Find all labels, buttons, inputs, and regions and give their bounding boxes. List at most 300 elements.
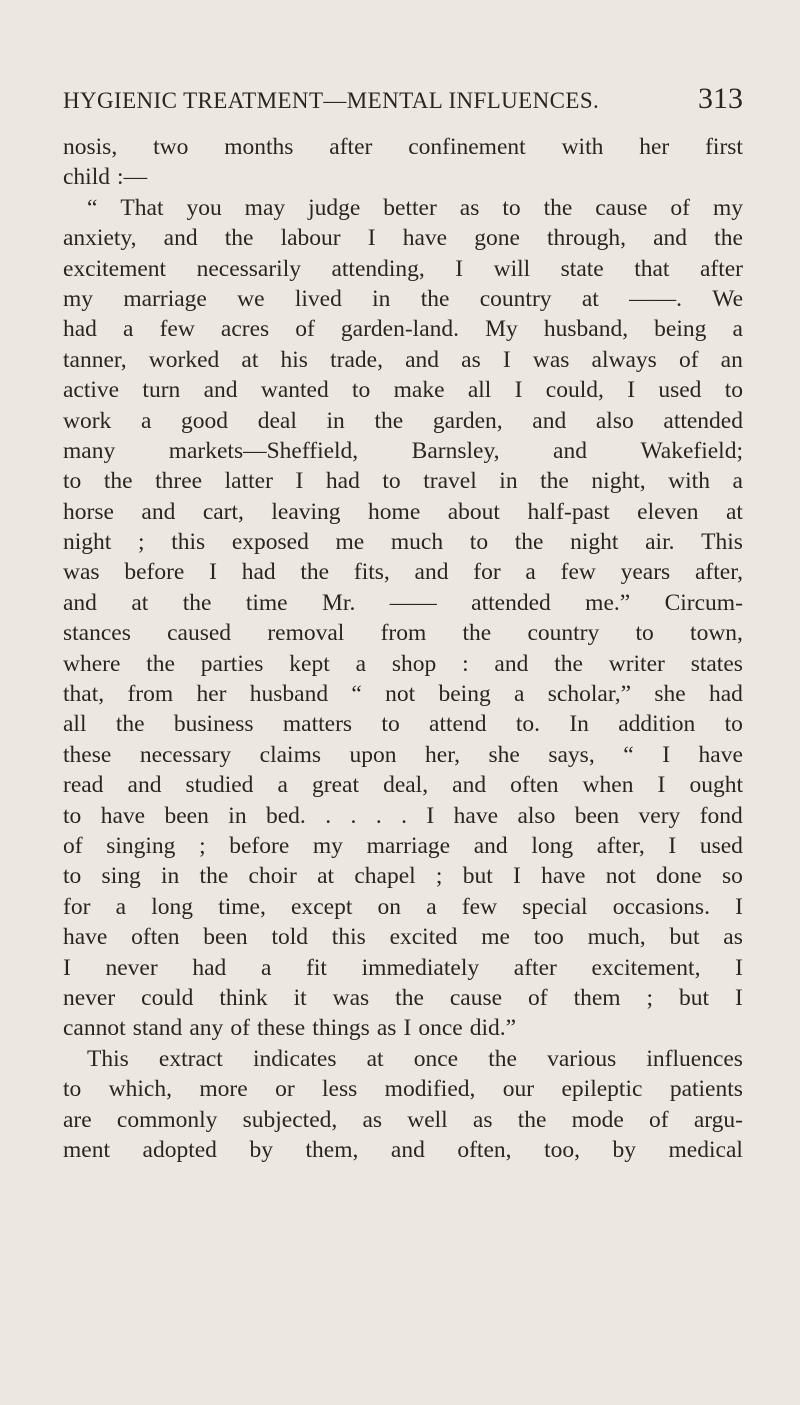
text-word: first	[705, 134, 743, 160]
text-word: few	[560, 559, 596, 586]
text-word: says,	[548, 741, 595, 768]
text-word: half-past	[527, 498, 610, 525]
text-word: have	[698, 741, 743, 768]
text-word: through,	[547, 225, 626, 252]
text-word: me	[335, 529, 365, 556]
text-word: Wakefield;	[640, 437, 743, 464]
text-word: my	[63, 285, 94, 312]
text-line	[63, 345, 743, 375]
text-word: and	[163, 225, 198, 252]
text-word: used	[699, 832, 743, 859]
text-word: often	[131, 924, 180, 951]
text-line	[63, 223, 743, 253]
text-word: being	[438, 681, 491, 708]
text-line	[63, 1013, 743, 1043]
text-word: but	[669, 924, 700, 951]
text-word: and	[473, 832, 508, 859]
text-word: the	[517, 1106, 547, 1133]
text-word: very	[638, 802, 681, 829]
text-word: I	[662, 741, 671, 768]
text-word: country	[479, 285, 552, 312]
text-word: great	[312, 772, 359, 799]
text-word: the	[488, 1045, 517, 1072]
text-word: a	[514, 681, 525, 708]
text-word: cause	[449, 984, 503, 1011]
text-word: had	[192, 954, 227, 981]
text-line	[63, 588, 743, 618]
text-word: have	[541, 863, 586, 890]
text-word: .	[325, 802, 332, 829]
text-word: we	[237, 285, 265, 312]
text-word: which,	[108, 1076, 172, 1103]
text-word: Circum-	[664, 589, 743, 616]
text-word: removal	[267, 620, 345, 647]
text-word: the	[420, 285, 450, 312]
text-word: as	[376, 1015, 397, 1042]
text-word: me.”	[585, 589, 631, 616]
text-word: read	[63, 772, 104, 799]
text-word: many	[63, 437, 116, 464]
text-word: modified,	[384, 1076, 476, 1103]
text-word: attend	[429, 711, 487, 738]
text-word: also	[595, 407, 634, 434]
text-word: once	[418, 1015, 463, 1042]
text-word: wanted	[260, 377, 329, 404]
text-word: to	[382, 468, 401, 495]
text-word: My	[485, 316, 518, 343]
text-word: had	[325, 468, 360, 495]
text-word: being	[654, 316, 707, 343]
text-word: ;	[646, 984, 654, 1011]
text-word: ——	[389, 589, 437, 616]
text-word: I	[426, 802, 435, 829]
text-word: that	[634, 255, 670, 282]
text-word: these	[256, 1015, 306, 1042]
text-word: extract	[158, 1045, 223, 1072]
text-word: few	[461, 893, 498, 920]
text-line	[63, 466, 743, 496]
text-word: of	[63, 832, 83, 859]
text-word: bed.	[266, 802, 306, 829]
text-word: states	[690, 650, 743, 677]
text-word: too,	[544, 1136, 580, 1163]
text-word: various	[547, 1045, 617, 1072]
text-word: indicates	[252, 1045, 337, 1072]
text-word: have	[100, 802, 146, 829]
text-word: had	[241, 559, 276, 586]
text-word: immediately	[361, 954, 480, 981]
text-word: her	[639, 134, 670, 160]
text-word: We	[712, 285, 743, 312]
text-line	[63, 254, 743, 284]
text-word: a	[426, 893, 437, 920]
text-line	[63, 436, 743, 466]
text-word: at	[725, 498, 743, 525]
text-word: matters	[282, 711, 353, 738]
text-word: well	[407, 1106, 448, 1133]
text-word: did.”	[469, 1015, 517, 1042]
text-line	[63, 527, 743, 557]
text-line	[63, 1074, 743, 1104]
text-word: patients	[669, 1076, 743, 1103]
text-word: of	[678, 346, 699, 373]
text-word: often	[510, 772, 559, 799]
text-line	[63, 1105, 743, 1135]
text-word: better	[383, 194, 437, 221]
text-word: shop	[391, 650, 437, 677]
text-word: adopted	[142, 1136, 217, 1163]
running-head	[63, 82, 743, 124]
text-word: a	[140, 407, 152, 434]
text-word: choir	[248, 863, 297, 890]
text-word: caused	[167, 620, 232, 647]
text-word: I	[367, 225, 376, 252]
text-word: not	[385, 681, 416, 708]
text-word: stances	[63, 620, 131, 647]
text-word: worked	[148, 346, 220, 373]
text-word: night	[570, 529, 619, 556]
text-word: stand	[132, 1015, 183, 1042]
text-word: of	[649, 1106, 669, 1133]
text-word: and	[532, 407, 567, 434]
text-word: writer	[608, 650, 665, 677]
text-word: ment	[63, 1136, 110, 1163]
text-word: any	[189, 1015, 224, 1042]
text-word: to	[724, 711, 743, 738]
text-word: her,	[425, 741, 460, 768]
text-word: from	[127, 681, 174, 708]
text-word: from	[380, 620, 427, 647]
text-word: I	[502, 346, 511, 373]
text-word: her	[196, 681, 227, 708]
text-word: exposed	[231, 529, 309, 556]
text-word: a	[123, 316, 134, 343]
text-word: addition	[618, 711, 696, 738]
text-word: a	[260, 954, 272, 981]
text-word: judge	[308, 194, 361, 221]
text-word: of	[230, 1015, 250, 1042]
text-line	[63, 375, 743, 405]
text-word: all	[467, 377, 492, 404]
text-word: tanner,	[63, 346, 127, 373]
text-word: a	[732, 468, 743, 495]
text-word: I	[735, 893, 743, 920]
text-word: subjected,	[242, 1106, 338, 1133]
text-word: and	[653, 225, 688, 252]
text-word: them	[573, 984, 621, 1011]
text-word: at	[317, 863, 335, 890]
text-word: by	[249, 1136, 273, 1163]
text-word: have	[453, 802, 499, 829]
text-word: to	[381, 711, 400, 738]
text-word: I	[627, 377, 636, 404]
text-word: ——.	[629, 285, 682, 312]
text-word: “	[87, 194, 98, 221]
text-word: commonly	[116, 1106, 218, 1133]
text-line	[63, 892, 743, 922]
text-word: that,	[63, 681, 105, 708]
text-word: the	[395, 984, 424, 1011]
text-word: and	[203, 377, 238, 404]
text-word: Barnsley,	[411, 437, 500, 464]
text-word: where	[63, 650, 121, 677]
text-word: :—	[117, 164, 148, 191]
text-word: these	[63, 741, 112, 768]
text-word: a	[525, 559, 536, 586]
text-word: epileptic	[561, 1076, 643, 1103]
text-word: the	[146, 650, 175, 677]
text-word: work	[63, 407, 112, 434]
text-word: attending,	[331, 255, 425, 282]
text-word: after	[513, 954, 557, 981]
text-word: after	[699, 255, 743, 282]
text-word: as	[472, 1106, 493, 1133]
text-word: at	[581, 285, 599, 312]
text-word: sing	[101, 863, 141, 890]
text-word: confinement	[408, 134, 526, 160]
text-word: my	[712, 194, 743, 221]
text-word: after,	[694, 559, 743, 586]
text-word: husband	[249, 681, 329, 708]
text-word: much	[390, 529, 444, 556]
text-word: to	[635, 620, 654, 647]
text-word: and	[63, 589, 97, 616]
text-word: town,	[690, 620, 743, 647]
text-word: done	[656, 863, 702, 890]
text-word: attended	[471, 589, 551, 616]
text-word: things	[312, 1015, 370, 1042]
text-word: to	[63, 802, 82, 829]
text-word: had	[708, 681, 743, 708]
text-word: the	[182, 589, 212, 616]
text-word: and	[494, 650, 529, 677]
text-word: and	[553, 437, 587, 464]
text-word: my	[312, 832, 343, 859]
text-word: his	[280, 346, 308, 373]
text-word: medical	[668, 1136, 743, 1163]
text-word: but	[462, 863, 493, 890]
text-word: of	[295, 316, 315, 343]
text-word: business	[173, 711, 254, 738]
text-word: country	[527, 620, 600, 647]
text-word: labour	[280, 225, 341, 252]
text-word: few	[159, 316, 195, 343]
text-word: are	[63, 1106, 92, 1133]
text-word: as	[362, 1106, 383, 1133]
text-word: all	[63, 711, 87, 738]
text-word: I	[513, 863, 521, 890]
text-word: often,	[457, 1136, 512, 1163]
text-word: chapel	[354, 863, 416, 890]
text-word: at	[241, 346, 259, 373]
text-word: after,	[596, 832, 645, 859]
text-word: the	[103, 468, 133, 495]
text-word: the	[714, 225, 743, 252]
text-word: fits,	[353, 559, 390, 586]
text-word: “	[351, 681, 362, 708]
page-number: 313	[698, 82, 743, 115]
text-word: excitement	[63, 255, 167, 282]
text-word: I	[209, 559, 217, 586]
text-line	[63, 740, 743, 770]
text-word: to	[352, 377, 371, 404]
text-word: a	[355, 650, 366, 677]
text-word: cart,	[202, 498, 244, 525]
text-word: night,	[591, 468, 646, 495]
text-word: so	[722, 863, 743, 890]
text-word: think	[219, 984, 268, 1011]
text-word: been	[203, 924, 248, 951]
text-word: a	[277, 772, 288, 799]
text-word: That	[120, 194, 164, 221]
text-word: the	[115, 711, 145, 738]
text-word: an	[720, 346, 743, 373]
text-word: before	[229, 832, 290, 859]
text-word: as	[459, 194, 480, 221]
text-word: she	[488, 741, 520, 768]
text-word: except	[291, 893, 353, 920]
text-word: three	[155, 468, 203, 495]
text-line	[63, 162, 743, 192]
text-word: and	[390, 1136, 425, 1163]
text-word: when	[582, 772, 634, 799]
text-word: child	[63, 164, 110, 191]
text-word: time,	[218, 893, 266, 920]
text-word: active	[63, 377, 120, 404]
text-word: the	[554, 650, 583, 677]
text-word: and	[405, 346, 440, 373]
text-word: ;	[137, 529, 145, 556]
text-word: attended	[663, 407, 743, 434]
text-word: to	[63, 863, 82, 890]
text-word: to	[63, 1076, 82, 1103]
text-word: in	[228, 802, 247, 829]
text-word: garden,	[432, 407, 503, 434]
text-word: them,	[305, 1136, 359, 1163]
text-word: acres	[220, 316, 270, 343]
text-word: the	[199, 863, 229, 890]
text-word: markets—Sheffield,	[168, 437, 359, 464]
text-word: air.	[645, 529, 675, 556]
text-word: been	[574, 802, 620, 829]
text-word: fond	[699, 802, 743, 829]
text-word: ought	[689, 772, 743, 799]
text-word: on	[377, 893, 402, 920]
text-word: and	[127, 772, 162, 799]
text-word: deal,	[383, 772, 429, 799]
text-line	[63, 953, 743, 983]
text-word: night	[63, 529, 112, 556]
text-word: cause	[595, 194, 648, 221]
text-word: to	[502, 194, 521, 221]
text-word: the	[300, 559, 330, 586]
text-word: once	[413, 1045, 459, 1072]
text-word: I	[403, 1015, 412, 1042]
text-word: kept	[289, 650, 330, 677]
text-line	[63, 983, 743, 1013]
text-word: Mr.	[322, 589, 356, 616]
text-word: the	[540, 468, 569, 495]
text-word: before	[124, 559, 185, 586]
text-word: a	[732, 316, 743, 343]
text-word: too	[533, 924, 564, 951]
text-word: as	[461, 346, 481, 373]
text-word: gone	[474, 225, 520, 252]
text-word: of	[528, 984, 548, 1011]
text-word: with	[561, 134, 604, 160]
text-word: .	[375, 802, 382, 829]
text-line	[63, 284, 743, 314]
text-line	[63, 557, 743, 587]
text-word: horse	[63, 498, 114, 525]
text-line	[63, 649, 743, 679]
text-word: at	[366, 1045, 384, 1072]
text-word: been	[164, 802, 209, 829]
text-word: the	[514, 529, 544, 556]
text-word: .	[350, 802, 357, 829]
text-line	[63, 679, 743, 709]
text-word: I	[514, 377, 523, 404]
text-word: years	[620, 559, 671, 586]
text-word: ;	[199, 832, 206, 859]
text-word: two	[153, 134, 189, 160]
text-word: ;	[435, 863, 443, 890]
text-word: have	[402, 225, 448, 252]
text-word: necessary	[139, 741, 232, 768]
text-word: I	[735, 984, 743, 1011]
text-word: also	[517, 802, 556, 829]
text-word: I	[735, 954, 743, 981]
text-line	[63, 618, 743, 648]
text-word: with	[668, 468, 710, 495]
text-word: this	[171, 529, 206, 556]
text-line	[63, 497, 743, 527]
text-word: fit	[306, 954, 327, 981]
text-word: I	[63, 954, 71, 981]
text-word: turn	[142, 377, 181, 404]
text-word: travel	[423, 468, 477, 495]
text-word: excited	[389, 924, 458, 951]
text-word: marriage	[366, 832, 451, 859]
text-line	[63, 132, 743, 162]
text-word: studied	[185, 772, 254, 799]
text-line	[63, 922, 743, 952]
text-word: as	[723, 924, 743, 951]
text-word: had	[63, 316, 97, 343]
text-word: eleven	[637, 498, 699, 525]
text-word: occasions.	[612, 893, 710, 920]
text-word: time	[245, 589, 288, 616]
text-word: I	[668, 832, 677, 859]
text-word: you	[186, 194, 222, 221]
text-word: necessarily	[196, 255, 301, 282]
text-word: could,	[545, 377, 604, 404]
text-word: a	[115, 893, 127, 920]
text-word: the	[224, 225, 254, 252]
text-word: nosis,	[63, 134, 118, 160]
text-word: me	[481, 924, 510, 951]
text-word: special	[522, 893, 588, 920]
text-line	[63, 801, 743, 831]
text-word: influences	[646, 1045, 743, 1072]
text-word: :	[462, 650, 469, 677]
text-word: after	[329, 134, 373, 160]
text-word: I	[455, 255, 464, 282]
text-word: state	[560, 255, 604, 282]
text-word: will	[493, 255, 531, 282]
text-word: marriage	[123, 285, 207, 312]
running-head-title: HYGIENIC TREATMENT—MENTAL INFLUENCES.	[63, 88, 600, 113]
